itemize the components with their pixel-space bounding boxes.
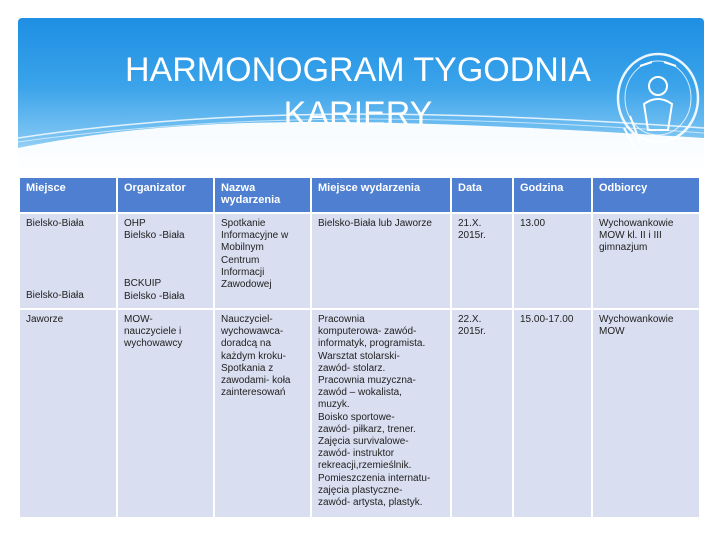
organizator-line: Bielsko -Biała — [124, 230, 185, 242]
university-seal-icon — [610, 46, 704, 152]
miejsce-line: Bielsko-Biała — [26, 218, 84, 229]
cell-organizator — [117, 213, 214, 309]
organizator-line: Bielsko -Biała — [124, 290, 185, 302]
organizator-line: BCKUIP — [124, 278, 162, 290]
miejsce-wydarzenia-line: zawód- piłkarz, trener. — [318, 423, 416, 435]
godzina-line: 15.00-17.00 — [520, 314, 574, 325]
nazwa-line: Informacyjne w — [221, 230, 289, 242]
organizator-line: OHP — [124, 218, 146, 229]
data-line: 21.X. — [458, 218, 482, 229]
cell-godzina — [513, 309, 592, 517]
nazwa-line: wychowawca- — [221, 326, 284, 338]
miejsce-wydarzenia-line: zajęcia plastyczne- — [318, 484, 403, 496]
miejsce-wydarzenia-line: zawód- instruktor — [318, 448, 395, 460]
table-row — [20, 309, 700, 517]
nazwa-line: Informacji — [221, 266, 265, 278]
header-organizator: Organizator — [117, 178, 214, 213]
header-nazwa-wydarzenia: Nazwa wydarzenia — [214, 178, 311, 213]
miejsce-wydarzenia-line: informatyk, programista. — [318, 338, 426, 350]
schedule-table — [20, 178, 701, 517]
cell-nazwa — [214, 309, 311, 517]
nazwa-line: Zawodowej — [221, 279, 272, 291]
nazwa-line: Spotkania z — [221, 362, 274, 374]
cell-organizator — [117, 309, 214, 517]
godzina-line: 13.00 — [520, 218, 546, 229]
miejsce-wydarzenia-line: Boisko sportowe- — [318, 411, 395, 423]
header-odbiorcy: Odbiorcy — [592, 178, 700, 213]
odbiorcy-line: Wychowankowie — [599, 314, 674, 325]
organizator-line: nauczyciele i — [124, 326, 182, 338]
data-line: 2015r. — [458, 230, 486, 242]
nazwa-line: Mobilnym — [221, 242, 264, 254]
page-title: HARMONOGRAM TYGODNIA KARIERY — [125, 51, 591, 133]
miejsce-wydarzenia-line: Pracownia muzyczna- — [318, 375, 416, 387]
miejsce-wydarzenia-line: zawód- stolarz. — [318, 362, 386, 374]
nazwa-line: doradcą na — [221, 338, 272, 350]
miejsce-wydarzenia-line: Pomieszczenia internatu- — [318, 472, 431, 484]
odbiorcy-line: MOW — [599, 326, 625, 338]
miejsce-wydarzenia-line: komputerowa- zawód- — [318, 326, 417, 338]
cell-odbiorcy — [592, 213, 700, 309]
nazwa-line: Spotkanie — [221, 218, 266, 229]
cell-odbiorcy — [592, 309, 700, 517]
miejsce-wydarzenia-line: zawód- artysta, plastyk. — [318, 497, 423, 509]
nazwa-line: Centrum — [221, 254, 260, 266]
schedule-table-wrapper — [20, 178, 700, 517]
data-line: 2015r. — [458, 326, 486, 338]
table-header-row — [20, 178, 700, 213]
organizator-line: wychowawcy — [124, 338, 183, 350]
odbiorcy-line: MOW kl. II i III — [599, 230, 662, 242]
cell-miejsce — [20, 309, 117, 517]
miejsce-wydarzenia-line: muzyk. — [318, 399, 350, 411]
nazwa-line: zainteresowań — [221, 387, 286, 399]
header-godzina: Godzina — [513, 178, 592, 213]
miejsce-wydarzenia-line: Zajęcia survivalowe- — [318, 436, 409, 448]
table-row — [20, 213, 700, 309]
nazwa-line: każdym kroku- — [221, 350, 287, 362]
miejsce-line: Bielsko-Biała — [26, 290, 84, 302]
cell-miejsce-wydarzenia — [311, 213, 451, 309]
nazwa-line: Nauczyciel- — [221, 314, 273, 325]
title-banner — [18, 18, 704, 168]
header-miejsce: Miejsce — [20, 178, 117, 213]
cell-godzina — [513, 213, 592, 309]
cell-miejsce-wydarzenia — [311, 309, 451, 517]
cell-nazwa — [214, 213, 311, 309]
miejsce-wydarzenia-line: Pracownia — [318, 314, 365, 325]
miejsce-wydarzenia-line: rekreacji,rzemieślnik. — [318, 460, 412, 472]
organizator-line: MOW- — [124, 314, 153, 325]
miejsce-wydarzenia-line: Bielsko-Biała lub Jaworze — [318, 218, 432, 229]
miejsce-line: Jaworze — [26, 314, 64, 325]
odbiorcy-line: Wychowankowie — [599, 218, 674, 229]
nazwa-line: zawodami- koła — [221, 375, 291, 387]
cell-miejsce — [20, 213, 117, 309]
data-line: 22.X. — [458, 314, 482, 325]
header-data: Data — [451, 178, 513, 213]
header-miejsce-wydarzenia: Miejsce wydarzenia — [311, 178, 451, 213]
odbiorcy-line: gimnazjum — [599, 242, 648, 254]
miejsce-wydarzenia-line: zawód – wokalista, — [318, 387, 402, 399]
miejsce-wydarzenia-line: Warsztat stolarski- — [318, 350, 400, 362]
cell-data — [451, 309, 513, 517]
cell-data — [451, 213, 513, 309]
